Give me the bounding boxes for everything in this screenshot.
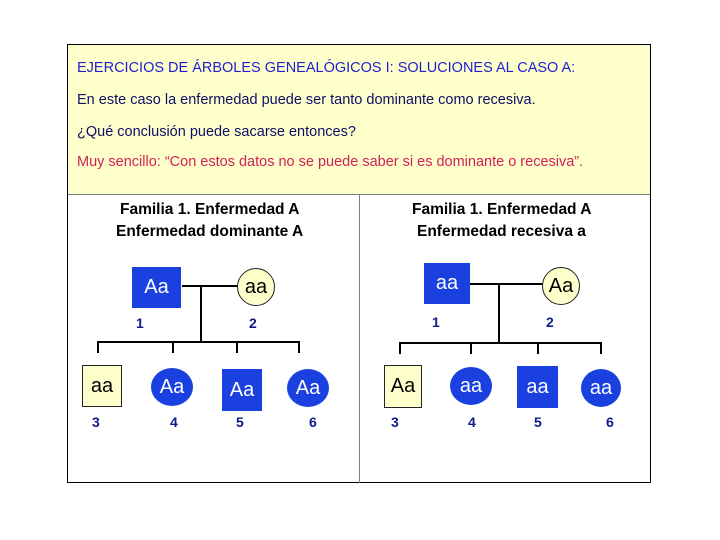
- left-title-mode: Enfermedad dominante A: [116, 223, 304, 240]
- left-number-4: 4: [170, 414, 178, 430]
- right-sibship-line: [399, 342, 602, 344]
- right-child-3-line: [399, 342, 401, 354]
- left-number-5: 5: [236, 414, 244, 430]
- header-statement: En este caso la enfermedad puede ser tanto dominante como recesiva.: [77, 92, 536, 108]
- left-sibship-line: [97, 341, 299, 343]
- left-number-1: 1: [136, 315, 144, 331]
- right-number-6: 6: [606, 414, 614, 430]
- left-individual-1: Aa: [132, 267, 181, 308]
- left-mating-line: [182, 285, 238, 287]
- right-number-5: 5: [534, 414, 542, 430]
- right-number-3: 3: [391, 414, 399, 430]
- left-child-4-line: [172, 341, 174, 353]
- left-title-family: Familia 1. Enfermedad A: [120, 201, 300, 218]
- left-individual-3: aa: [82, 365, 122, 407]
- right-title-family: Familia 1. Enfermedad A: [412, 201, 592, 218]
- left-individual-6: Aa: [287, 369, 329, 407]
- header-panel: [68, 45, 650, 195]
- right-individual-1: aa: [424, 263, 470, 304]
- left-individual-4: Aa: [151, 368, 193, 406]
- slide: [67, 44, 651, 483]
- left-number-3: 3: [92, 414, 100, 430]
- right-number-2: 2: [546, 314, 554, 330]
- header-conclusion: Muy sencillo: “Con estos datos no se puede saber si es dominante o recesiva”.: [77, 154, 584, 170]
- right-descent-line: [498, 284, 500, 343]
- right-number-1: 1: [432, 314, 440, 330]
- left-child-5-line: [236, 341, 238, 353]
- right-child-5-line: [537, 342, 539, 354]
- header-question: ¿Qué conclusión puede sacarse entonces?: [77, 124, 356, 140]
- left-individual-5: Aa: [222, 369, 262, 411]
- right-individual-4: aa: [450, 367, 492, 405]
- right-title-mode: Enfermedad recesiva a: [417, 223, 586, 240]
- left-individual-2: aa: [237, 268, 275, 306]
- left-child-3-line: [97, 341, 99, 353]
- right-child-4-line: [470, 342, 472, 354]
- header-title: EJERCICIOS DE ÁRBOLES GENEALÓGICOS I: SOLUCIONES AL CASO A:: [77, 60, 576, 76]
- left-number-2: 2: [249, 315, 257, 331]
- right-individual-2: Aa: [542, 267, 580, 305]
- right-child-6-line: [600, 342, 602, 354]
- left-child-6-line: [298, 341, 300, 353]
- right-individual-5: aa: [517, 366, 558, 408]
- left-descent-line: [200, 286, 202, 342]
- right-individual-6: aa: [581, 369, 621, 407]
- right-number-4: 4: [468, 414, 476, 430]
- panel-divider: [359, 195, 360, 483]
- right-individual-3: Aa: [384, 365, 422, 408]
- left-number-6: 6: [309, 414, 317, 430]
- right-mating-line: [470, 283, 543, 285]
